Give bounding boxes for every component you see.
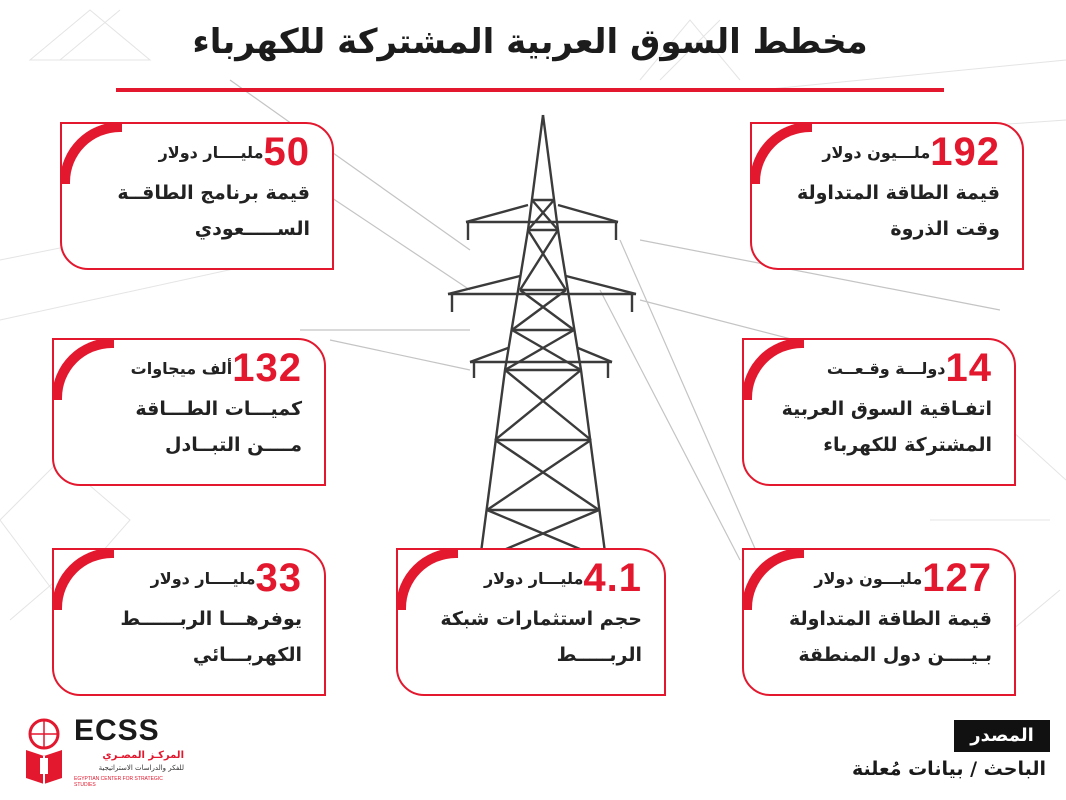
stat-description-line: كميـــات الطـــاقة bbox=[135, 398, 302, 420]
stat-card-exchange-capacity bbox=[52, 338, 326, 486]
stat-value: 192 bbox=[930, 130, 1000, 174]
stat-card-regional-traded-energy bbox=[742, 548, 1016, 696]
ecss-logo bbox=[22, 712, 192, 792]
stat-description-line: المشتركة للكهرباء bbox=[823, 434, 992, 456]
stat-card-peak-traded-energy bbox=[750, 122, 1024, 270]
stat-card-saudi-program bbox=[60, 122, 334, 270]
logo-name: ECSS bbox=[74, 714, 160, 747]
stat-unit: مليــــار دولار bbox=[158, 143, 264, 162]
source-label: المصدر bbox=[954, 720, 1050, 752]
stat-unit: ألف ميجاوات bbox=[130, 359, 233, 378]
stat-description-line: مــــن التبــادل bbox=[165, 434, 302, 456]
stat-unit: مليـــار دولار bbox=[483, 569, 584, 588]
stat-value: 14 bbox=[945, 346, 992, 390]
stat-description-line: حجم استثمارات شبكة bbox=[440, 608, 642, 630]
stat-unit: دولـــة وقـعــت bbox=[826, 359, 946, 378]
stat-description-line: قيمة الطاقة المتداولة bbox=[796, 182, 1000, 204]
stat-description-line: وقت الذروة bbox=[890, 218, 1000, 240]
stat-unit: مليــــار دولار bbox=[150, 569, 256, 588]
stat-value: 33 bbox=[255, 556, 302, 600]
logo-english-name: EGYPTIAN CENTER FOR STRATEGIC STUDIES bbox=[74, 776, 163, 788]
stat-description-line: الســـــعودي bbox=[194, 218, 310, 240]
stat-unit: ملـــيون دولار bbox=[822, 143, 931, 162]
title-underline bbox=[116, 88, 944, 92]
stat-value: 127 bbox=[922, 556, 992, 600]
stat-card-interconnection-savings bbox=[52, 548, 326, 696]
stat-description-line: قيمة برنامج الطاقــة bbox=[117, 182, 310, 204]
stat-description-line: يوفرهـــا الربــــــط bbox=[120, 608, 302, 630]
page-title: مخطط السوق العربية المشتركة للكهرباء bbox=[192, 22, 868, 62]
logo-arabic-subtitle: للفكر والدراسات الاستراتيجية bbox=[98, 764, 184, 772]
stat-value: 4.1 bbox=[583, 556, 642, 600]
stat-card-grid-investment bbox=[396, 548, 666, 696]
stat-description-line: الربـــــط bbox=[556, 644, 642, 666]
stat-value: 132 bbox=[232, 346, 302, 390]
source-text: الباحث / بيانات مُعلنة bbox=[851, 758, 1046, 780]
stat-description-line: بـيــــن دول المنطقة bbox=[798, 644, 992, 666]
globe-book-icon bbox=[22, 716, 66, 786]
stat-card-signed-countries bbox=[742, 338, 1016, 486]
stat-value: 50 bbox=[263, 130, 310, 174]
stat-description-line: قيمة الطاقة المتداولة bbox=[788, 608, 992, 630]
stat-unit: مليـــون دولار bbox=[814, 569, 923, 588]
logo-arabic-name: المركـز المصـري bbox=[102, 750, 184, 761]
stat-description-line: الكهربـــائي bbox=[192, 644, 302, 666]
stat-description-line: اتفـاقية السوق العربية bbox=[781, 398, 992, 420]
